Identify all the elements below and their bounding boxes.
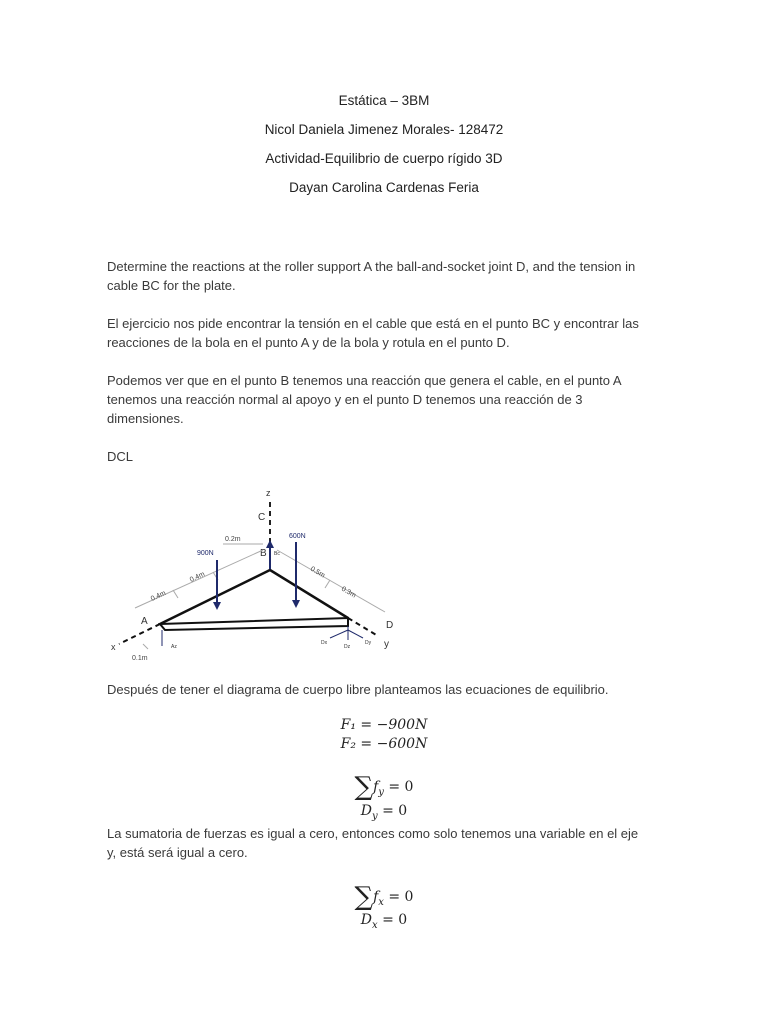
paragraph-1: El ejercicio nos pide encontrar la tensión en el cable que está en el punto BC y encontrar las reacciones de la bola en el punto A y de la bola y rotula en el punto D. [107, 316, 639, 350]
equation-f2: F₂ = −600N [340, 736, 428, 752]
edge-ab [160, 570, 270, 624]
bc-label: Bc [274, 551, 280, 557]
az-label: Az [171, 644, 177, 650]
edge-bd [270, 570, 348, 618]
dim-05: 0.5m [309, 565, 326, 580]
dcl-label: DCL [107, 449, 134, 464]
force-600-label: 600N [289, 533, 306, 540]
bc-arrowhead [266, 540, 274, 548]
paragraph-2: Podemos ver que en el punto B tenemos una reacción que genera el cable, en el punto A tenemos una reacción normal al apoyo y en el punto D tenemos una reacción de 3 dimensiones. [107, 373, 621, 426]
dim-04b: 0.4m [188, 570, 206, 584]
dx-label: Dx [321, 640, 328, 646]
c-label: C [258, 512, 266, 523]
dy-label: Dy [365, 640, 372, 646]
dim-line-right [277, 550, 385, 612]
y-label: y [384, 639, 389, 650]
student-name: Nicol Daniela Jimenez Morales- 128472 [264, 122, 504, 137]
d-label: D [386, 620, 394, 631]
teacher-name: Dayan Carolina Cardenas Feria [289, 180, 479, 195]
dz-label: Dz [344, 644, 351, 650]
b-label: B [260, 548, 267, 559]
z-label: z [266, 488, 271, 498]
y-axis [348, 618, 378, 636]
x-label: x [111, 642, 116, 652]
x-axis [119, 624, 160, 644]
paragraph-3: Después de tener el diagrama de cuerpo libre planteamos las ecuaciones de equilibrio. [107, 682, 609, 697]
a-label: A [141, 616, 148, 627]
dim-03: 0.3m [340, 585, 357, 600]
equation-sum-fy: $\sum f_y = 0$ [354, 772, 414, 802]
activity-title: Actividad-Equilibrio de cuerpo rígido 3D [265, 151, 503, 166]
free-body-diagram [105, 484, 405, 669]
force-900-label: 900N [197, 550, 214, 557]
plate [160, 618, 348, 630]
equation-sum-fx: $\sum f_x = 0$ [354, 882, 414, 912]
problem-statement: Determine the reactions at the roller support A the ball-and-socket joint D, and the tension in cable BC for the plate. [107, 259, 636, 293]
force-900-arrowhead [213, 602, 221, 610]
dim-01: 0.1m [132, 655, 148, 662]
paragraph-4: La sumatoria de fuerzas es igual a cero, entonces como solo tenemos una variable en el eje y, está será igual a cero. [107, 826, 639, 860]
dim-04a: 0.4m [149, 589, 167, 603]
equation-f1: F₁ = −900N [340, 717, 428, 733]
dim-02: 0.2m [225, 536, 241, 543]
course-title: Estática – 3BM [338, 93, 430, 108]
equation-dy: $D_y = 0$ [360, 803, 408, 822]
force-600-arrowhead [292, 600, 300, 608]
equation-dx: $D_x = 0$ [360, 912, 408, 931]
